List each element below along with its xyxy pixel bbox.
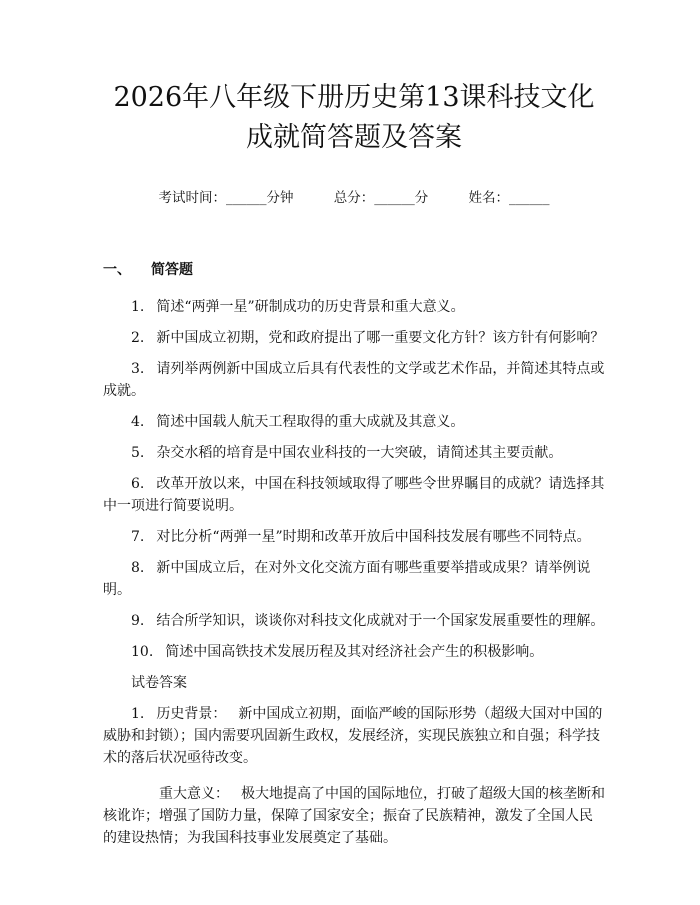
document-title: 2026年八年级下册历史第13课科技文化成就简答题及答案 [113,82,595,153]
question-item [103,442,605,464]
question-item [103,327,605,349]
answer-text: 极大地提高了中国的国际地位，打破了超级大国的核垄断和核讹诈；增强了国防力量，保障了国家安全；振奋了民族精神，激发了全国人民的建设热情；为我国科技事业发展奠定了基础。 [103,786,605,846]
question-item [103,610,605,632]
question-text: 结合所学知识，谈谈你对科技文化成就对于一个国家发展重要性的理解。 [156,613,605,629]
question-number: 5. [131,445,145,461]
answer-label: 重大意义： [159,786,229,802]
question-item [103,296,605,318]
question-item [103,358,605,402]
question-text: 简述“两弹一星”研制成功的历史背景和重大意义。 [156,299,465,315]
question-item [103,473,605,517]
question-number: 1. [131,299,145,315]
question-text: 杂交水稻的培育是中国农业科技的一大突破，请简述其主要贡献。 [156,445,563,461]
exam-meta [103,188,605,208]
question-item [103,641,605,663]
answer-item [103,703,605,769]
question-number: 6. [131,476,145,492]
question-number: 8. [131,560,145,576]
question-item [103,557,605,601]
question-text: 改革开放以来，中国在科技领域取得了哪些令世界瞩目的成就？请选择其中一项进行简要说明。 [103,476,605,514]
question-number: 10. [131,644,154,660]
exam-time: 考试时间：______分钟 [158,190,294,206]
question-text: 简述中国载人航天工程取得的重大成就及其意义。 [156,414,465,430]
question-number: 7. [131,529,145,545]
question-text: 新中国成立后，在对外文化交流方面有哪些重要举措或成果？请举例说明。 [103,560,591,598]
question-item [103,411,605,433]
answer-label: 历史背景： [156,706,227,722]
section-heading [103,260,605,280]
student-name: 姓名：______ [468,190,550,206]
question-text: 对比分析“两弹一星”时期和改革开放后中国科技发展有哪些不同特点。 [156,529,591,545]
answer-item [103,783,605,849]
answer-text: 新中国成立初期，面临严峻的国际形势（超级大国对中国的威胁和封锁）；国内需要巩固新生政权，发展经济，实现民族独立和自强；科学技术的落后状况亟待改变。 [103,706,603,766]
question-item [103,526,605,548]
question-text: 请列举两例新中国成立后具有代表性的文学或艺术作品，并简述其特点或成就。 [103,361,605,399]
section-title: 简答题 [151,262,193,278]
answer-number: 1. [131,706,145,722]
question-number: 3. [131,361,145,377]
question-text: 简述中国高铁技术发展历程及其对经济社会产生的积极影响。 [165,644,544,660]
exam-score: 总分：______分 [333,190,429,206]
section-number: 一、 [103,262,131,278]
question-number: 9. [131,613,145,629]
question-text: 新中国成立初期，党和政府提出了哪一重要文化方针？该方针有何影响？ [156,330,605,346]
question-number: 4. [131,414,145,430]
question-number: 2. [131,330,145,346]
answers-label: 试卷答案 [131,675,187,691]
